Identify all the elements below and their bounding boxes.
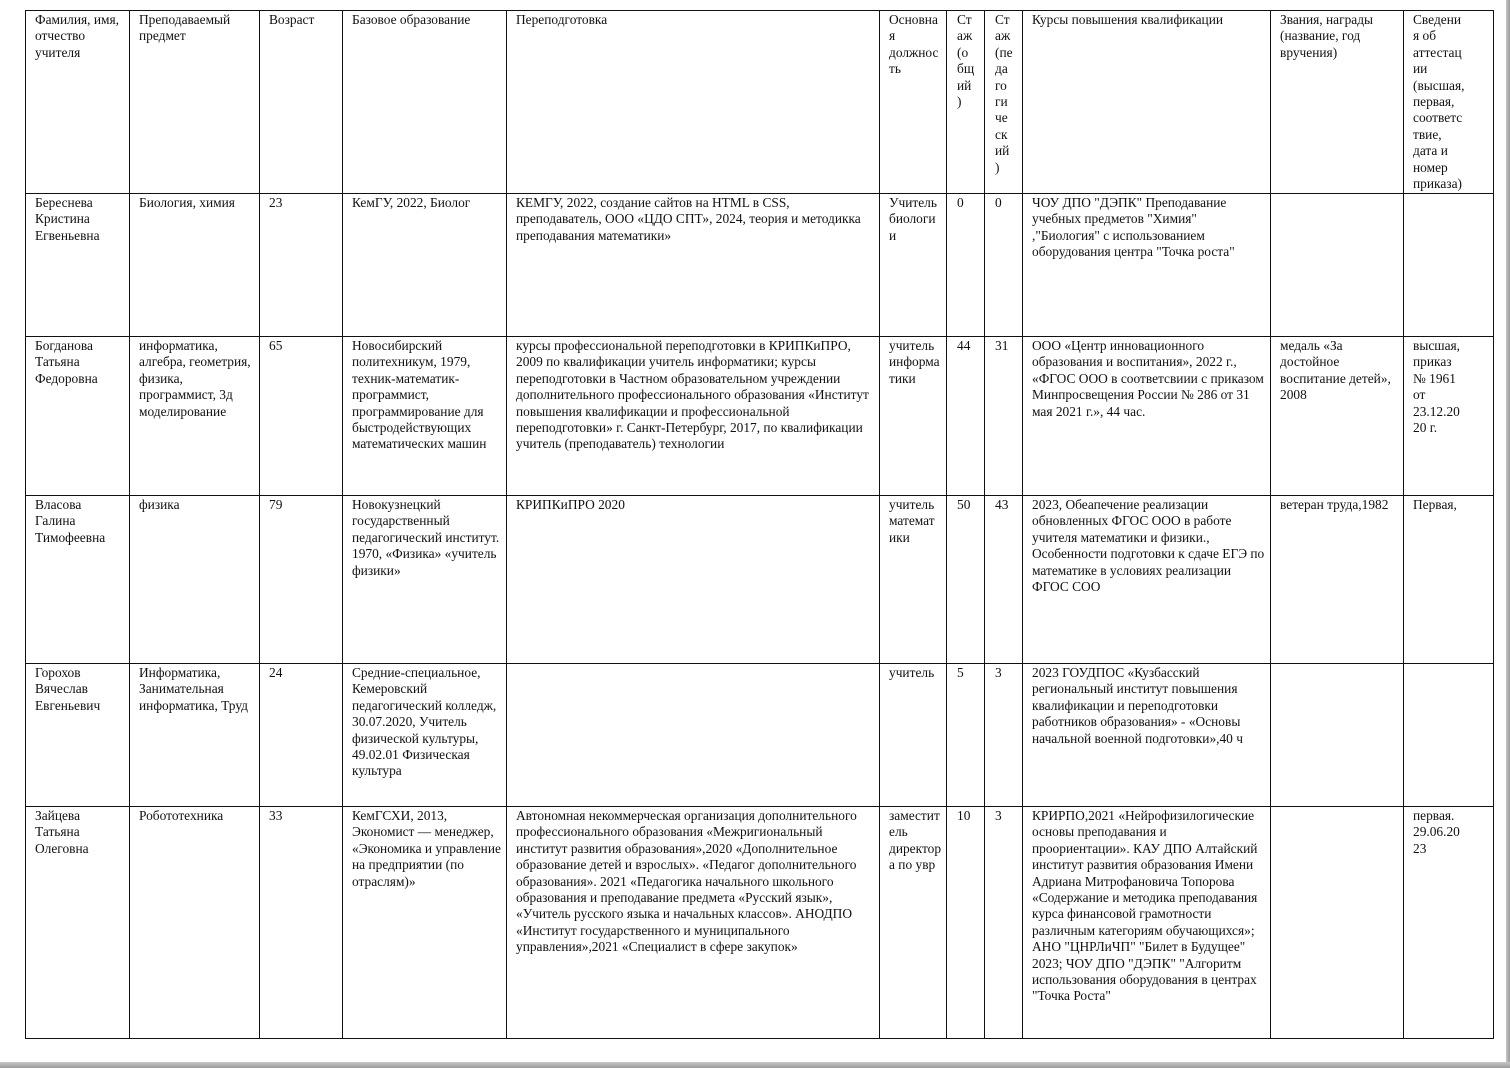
header-cell-position: Основна я должнос ть	[880, 11, 947, 194]
header-cell-name: Фамилия, имя, отчество учителя	[26, 11, 130, 194]
header-cell-exp-total: Ст аж (о бщ ий )	[947, 11, 985, 194]
cell-retraining: курсы профессиональной переподготовки в КРИПКиПРО, 2009 по квалификации учитель информатики; курсы переподготовки в Частном образовательном учреждении дополнительного профессионального образования «Институт повышения квалификации и профессиональной переподготовки» г. Санкт-Петербург, 2017, по квалификации учитель (преподаватель) технологии	[507, 337, 880, 496]
table-row	[26, 807, 1494, 1039]
cell-age: 65	[260, 337, 343, 496]
cell-exp-total: 44	[947, 337, 985, 496]
cell-position: заместит ель директор а по увр	[880, 807, 947, 1039]
cell-exp-ped: 0	[985, 194, 1023, 337]
cell-subject: информатика, алгебра, геометрия, физика, программист, 3д моделирование	[130, 337, 260, 496]
cell-education: Новосибирский политехникум, 1979, техник-математик-программист, программирование для быстродействующих математических машин	[343, 337, 507, 496]
cell-awards	[1271, 194, 1404, 337]
cell-courses: КРИРПО,2021 «Нейрофизилогические основы преподавания и проориентации». КАУ ДПО Алтайский институт развития образования Имени Адриана Митрофановича Топорова «Содержание и методика преподавания курса финансовой грамотности различным категориям обучающихся»; АНО "ЦНРЛиЧП" "Билет в Будущее" 2023; ЧОУ ДПО "ДЭПК" "Алгоритм использования оборудования в центрах "Точка Роста"	[1023, 807, 1271, 1039]
cell-retraining	[507, 664, 880, 807]
cell-age: 23	[260, 194, 343, 337]
cell-awards	[1271, 664, 1404, 807]
cell-education: Средние-специальное, Кемеровский педагогический колледж, 30.07.2020, Учитель физической культуры, 49.02.01 Физическая культура	[343, 664, 507, 807]
cell-subject: физика	[130, 496, 260, 664]
cell-education: Новокузнецкий государственный педагогический институт. 1970, «Физика» «учитель физики»	[343, 496, 507, 664]
cell-attestation: первая. 29.06.20 23	[1404, 807, 1494, 1039]
cell-awards	[1271, 807, 1404, 1039]
page-edge-right	[1506, 0, 1510, 1068]
cell-name: Горохов Вячеслав Евгеньевич	[26, 664, 130, 807]
cell-exp-ped: 31	[985, 337, 1023, 496]
cell-age: 79	[260, 496, 343, 664]
cell-exp-total: 10	[947, 807, 985, 1039]
cell-exp-total: 0	[947, 194, 985, 337]
header-cell-education: Базовое образование	[343, 11, 507, 194]
cell-education: КемГУ, 2022, Биолог	[343, 194, 507, 337]
cell-exp-total: 50	[947, 496, 985, 664]
cell-courses: ЧОУ ДПО "ДЭПК" Преподавание учебных предметов "Химия" ,"Биология" с использованием оборудования центра "Точка роста"	[1023, 194, 1271, 337]
header-cell-retraining: Переподготовка	[507, 11, 880, 194]
cell-courses: 2023, Обеапечение реализации обновленных ФГОС ООО в работе учителя математики и физики., Особенности подготовки к сдаче ЕГЭ по математике в условиях реализации ФГОС СОО	[1023, 496, 1271, 664]
header-cell-subject: Преподаваемый предмет	[130, 11, 260, 194]
header-cell-exp-ped: Ст аж (пе да го ги че ск ий )	[985, 11, 1023, 194]
cell-exp-ped: 43	[985, 496, 1023, 664]
cell-position: Учитель биологи и	[880, 194, 947, 337]
cell-exp-ped: 3	[985, 807, 1023, 1039]
header-cell-age: Возраст	[260, 11, 343, 194]
teachers-table	[25, 10, 1494, 1039]
cell-awards: ветеран труда,1982	[1271, 496, 1404, 664]
cell-age: 33	[260, 807, 343, 1039]
cell-subject: Биология, химия	[130, 194, 260, 337]
cell-name: Зайцева Татьяна Олеговна	[26, 807, 130, 1039]
table-row	[26, 496, 1494, 664]
cell-attestation: высшая, приказ № 1961 от 23.12.20 20 г.	[1404, 337, 1494, 496]
cell-attestation	[1404, 194, 1494, 337]
cell-retraining: Автономная некоммерческая организация дополнительного профессионального образования «Межригиональный институт развития образования»,2020 «Дополнительное образование детей и взрослых». «Педагог дополнительного образования». 2021 «Педагогика начального школьного образования и преподавание предмета «Русский язык», «Учитель русского языка и начальных классов». АНОДПО «Институт государственного и муниципального управления»,2021 «Специалист в сфере закупок»	[507, 807, 880, 1039]
header-cell-courses: Курсы повышения квалификации	[1023, 11, 1271, 194]
page-edge-bottom	[0, 1062, 1510, 1068]
cell-subject: Информатика, Занимательная информатика, Труд	[130, 664, 260, 807]
cell-name: Власова Галина Тимофеевна	[26, 496, 130, 664]
cell-name: Богданова Татьяна Федоровна	[26, 337, 130, 496]
table-row	[26, 664, 1494, 807]
table-header-row	[26, 11, 1494, 194]
cell-courses: ООО «Центр инновационного образования и воспитания», 2022 г., «ФГОС ООО в соответсвиии с приказом Минпросвещения России № 286 от 31 мая 2021 г.», 44 час.	[1023, 337, 1271, 496]
cell-retraining: КРИПКиПРО 2020	[507, 496, 880, 664]
cell-awards: медаль «За достойное воспитание детей», 2008	[1271, 337, 1404, 496]
cell-subject: Робототехника	[130, 807, 260, 1039]
cell-courses: 2023 ГОУДПОС «Кузбасский региональный институт повышения квалификации и переподготовки работников образования» - «Основы начальной военной подготовки»,40 ч	[1023, 664, 1271, 807]
cell-attestation: Первая,	[1404, 496, 1494, 664]
cell-position: учитель	[880, 664, 947, 807]
cell-age: 24	[260, 664, 343, 807]
table-row	[26, 337, 1494, 496]
cell-position: учитель математ ики	[880, 496, 947, 664]
cell-exp-total: 5	[947, 664, 985, 807]
cell-position: учитель информа тики	[880, 337, 947, 496]
cell-retraining: КЕМГУ, 2022, создание сайтов на HTML в CSS, преподаватель, ООО «ЦДО СПТ», 2024, теория и методикка преподавания математики»	[507, 194, 880, 337]
table-row	[26, 194, 1494, 337]
cell-education: КемГСХИ, 2013, Экономист — менеджер, «Экономика и управление на предприятии (по отраслям)»	[343, 807, 507, 1039]
header-cell-awards: Звания, награды (название, год вручения)	[1271, 11, 1404, 194]
cell-name: Береснева Кристина Егвеньевна	[26, 194, 130, 337]
header-cell-attestation: Сведени я об аттестац ии (высшая, первая, соответс твие, дата и номер приказа)	[1404, 11, 1494, 194]
cell-exp-ped: 3	[985, 664, 1023, 807]
cell-attestation	[1404, 664, 1494, 807]
